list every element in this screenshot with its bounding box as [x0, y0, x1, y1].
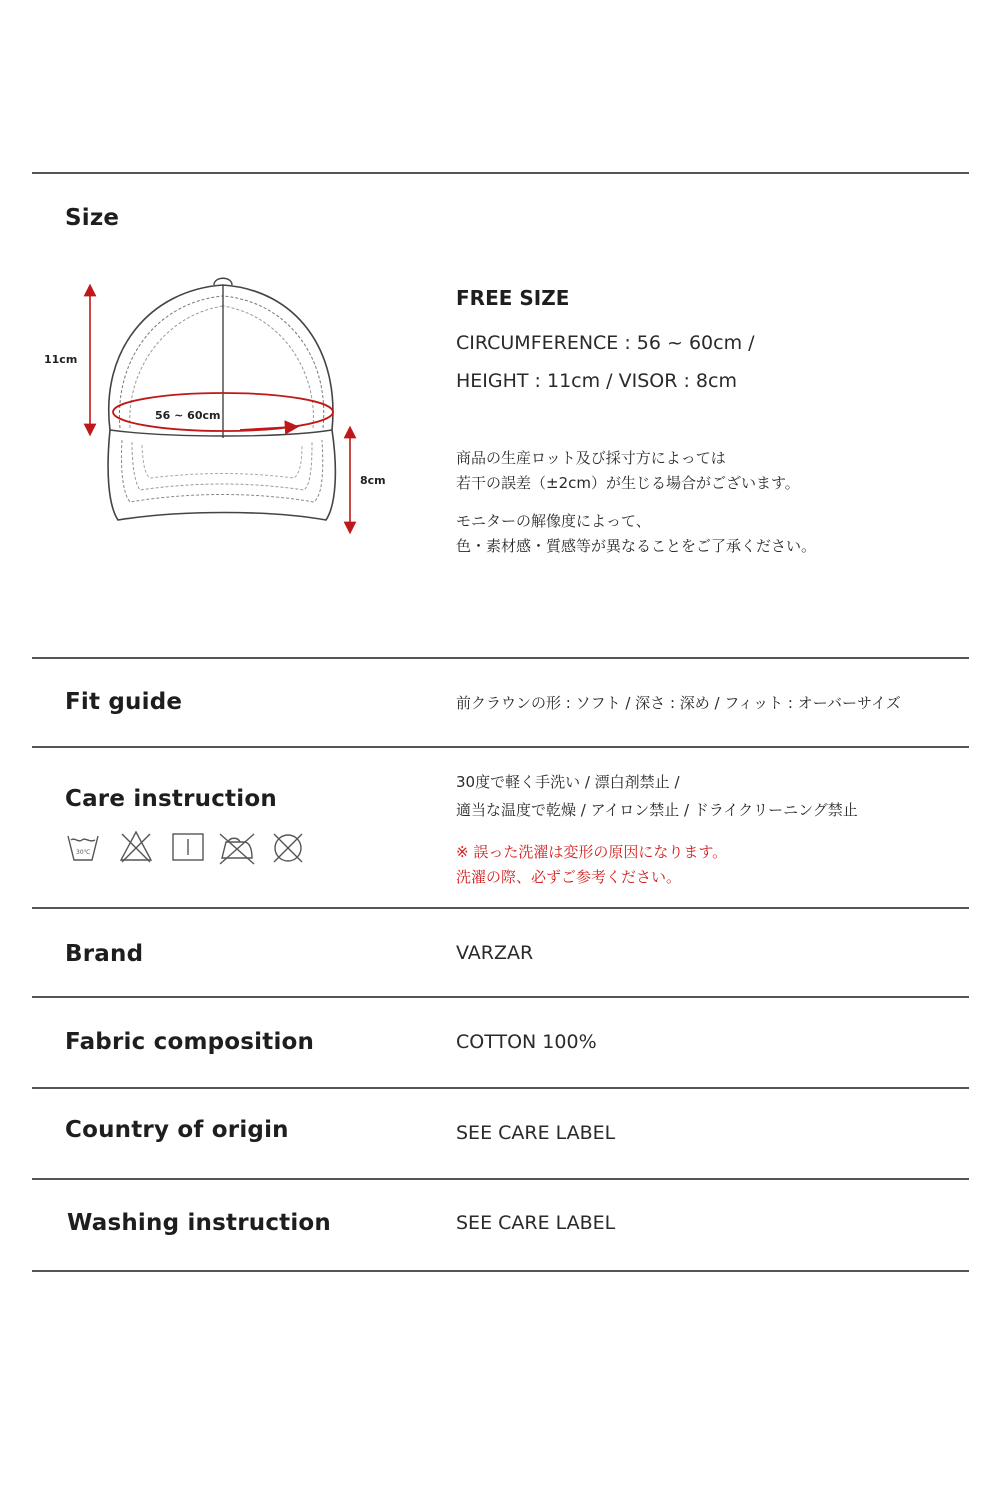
no-dry-clean-icon	[274, 834, 302, 862]
brand-heading: Brand	[65, 941, 144, 967]
tumble-dry-icon	[173, 834, 203, 860]
brand-value: VARZAR	[456, 942, 534, 964]
divider-care-brand	[32, 907, 969, 909]
free-size-label: FREE SIZE	[456, 286, 570, 310]
divider-size-fit	[32, 657, 969, 659]
size-note-2b: 色・素材感・質感等が異なることをご了承ください。	[456, 537, 817, 555]
size-note-1a: 商品の生産ロット及び採寸方によっては	[456, 449, 726, 467]
care-icons	[66, 828, 311, 866]
divider-brand-fabric	[32, 996, 969, 998]
no-bleach-icon	[121, 832, 151, 862]
size-heading: Size	[65, 205, 120, 231]
size-note-1b: 若干の誤差（±2cm）が生じる場合がございます。	[456, 474, 800, 492]
care-warning-2: 洗濯の際、必ずご参考ください。	[456, 868, 682, 886]
circumference-text: CIRCUMFERENCE : 56 ~ 60cm /	[456, 332, 755, 354]
height-visor-text: HEIGHT : 11cm / VISOR : 8cm	[456, 370, 737, 392]
fabric-composition-value: COTTON 100%	[456, 1031, 597, 1053]
washing-instruction-heading: Washing instruction	[67, 1210, 332, 1236]
height-dimension-label: 11cm	[44, 353, 78, 366]
size-note-2a: モニターの解像度によって、	[456, 512, 651, 530]
washing-instruction-value: SEE CARE LABEL	[456, 1212, 616, 1234]
divider-fit-care	[32, 746, 969, 748]
divider-bottom	[32, 1270, 969, 1272]
country-of-origin-value: SEE CARE LABEL	[456, 1122, 616, 1144]
circumference-dimension-label: 56 ~ 60cm	[155, 409, 221, 422]
fit-guide-value: 前クラウンの形 : ソフト / 深さ : 深め / フィット : オーバーサイズ	[456, 694, 901, 712]
care-warning-1: ※ 誤った洗濯は変形の原因になります。	[456, 843, 728, 861]
size-note-1	[456, 446, 800, 496]
fit-guide-heading: Fit guide	[65, 689, 183, 715]
care-instruction-text	[456, 770, 858, 823]
care-line-1: 30度で軽く手洗い / 漂白剤禁止 /	[456, 773, 680, 791]
hand-wash-30-icon	[68, 836, 98, 860]
care-warning	[456, 840, 727, 890]
size-note-2	[456, 509, 816, 559]
no-iron-icon	[220, 834, 254, 864]
country-of-origin-heading: Country of origin	[65, 1117, 289, 1143]
care-instruction-heading: Care instruction	[65, 786, 277, 812]
divider-top	[32, 172, 969, 174]
divider-fabric-origin	[32, 1087, 969, 1089]
cap-size-diagram	[40, 270, 400, 540]
fabric-composition-heading: Fabric composition	[65, 1029, 315, 1055]
visor-dimension-label: 8cm	[360, 474, 386, 487]
divider-origin-washing	[32, 1178, 969, 1180]
wash-temp-label: 30℃	[76, 849, 91, 856]
care-line-2: 適当な温度で乾燥 / アイロン禁止 / ドライクリーニング禁止	[456, 801, 858, 819]
